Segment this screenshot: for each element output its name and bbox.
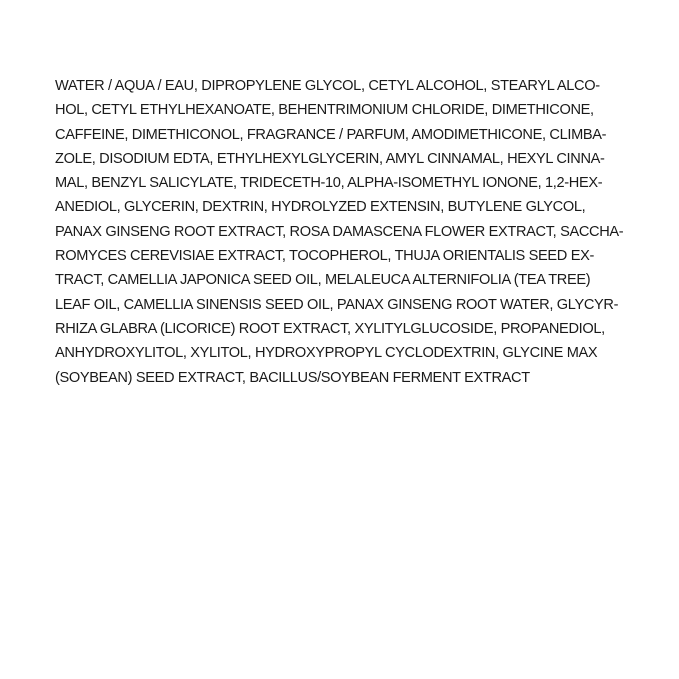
- ingredients-line: ANHYDROXYLITOL, XYLITOL, HYDROXYPROPYL CYCLODEXTRIN, GLYCINE MAX: [55, 345, 598, 362]
- ingredients-line: ROMYCES CEREVISIAE EXTRACT, TOCOPHEROL, THUJA ORIENTALIS SEED EX-: [55, 248, 594, 265]
- ingredients-list: [55, 74, 635, 390]
- ingredients-line: PANAX GINSENG ROOT EXTRACT, ROSA DAMASCENA FLOWER EXTRACT, SACCHA-: [55, 223, 624, 240]
- ingredients-line: CAFFEINE, DIMETHICONOL, FRAGRANCE / PARFUM, AMODIMETHICONE, CLIMBA-: [55, 126, 607, 143]
- ingredients-line: RHIZA GLABRA (LICORICE) ROOT EXTRACT, XYLITYLGLUCOSIDE, PROPANEDIOL,: [55, 320, 605, 337]
- ingredients-line: TRACT, CAMELLIA JAPONICA SEED OIL, MELALEUCA ALTERNIFOLIA (TEA TREE): [55, 272, 591, 289]
- ingredients-line: ZOLE, DISODIUM EDTA, ETHYLHEXYLGLYCERIN, AMYL CINNAMAL, HEXYL CINNA-: [55, 150, 605, 167]
- ingredients-line: MAL, BENZYL SALICYLATE, TRIDECETH-10, ALPHA-ISOMETHYL IONONE, 1,2-HEX-: [55, 175, 603, 192]
- ingredients-line: ANEDIOL, GLYCERIN, DEXTRIN, HYDROLYZED EXTENSIN, BUTYLENE GLYCOL,: [55, 199, 586, 216]
- ingredients-line: HOL, CETYL ETHYLHEXANOATE, BEHENTRIMONIUM CHLORIDE, DIMETHICONE,: [55, 102, 594, 119]
- ingredients-line: WATER / AQUA / EAU, DIPROPYLENE GLYCOL, CETYL ALCOHOL, STEARYL ALCO-: [55, 78, 600, 94]
- ingredients-line: (SOYBEAN) SEED EXTRACT, BACILLUS/SOYBEAN FERMENT EXTRACT: [55, 369, 530, 386]
- ingredients-line: LEAF OIL, CAMELLIA SINENSIS SEED OIL, PANAX GINSENG ROOT WATER, GLYCYR-: [55, 296, 619, 313]
